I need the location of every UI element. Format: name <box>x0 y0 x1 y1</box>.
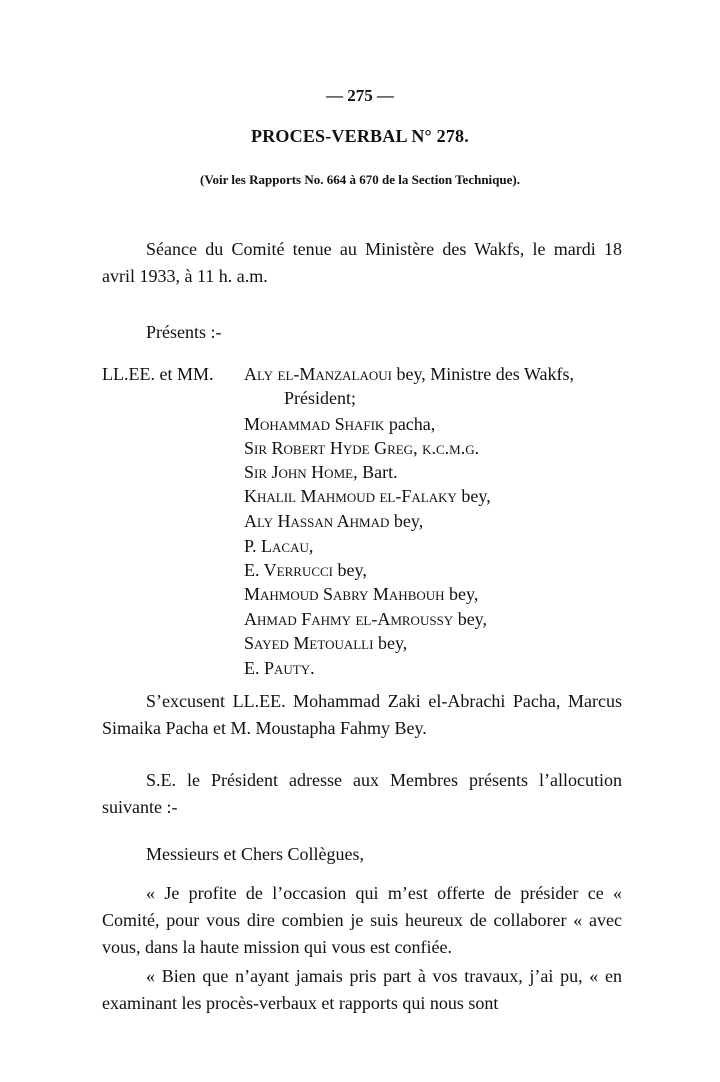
subtitle: (Voir les Rapports No. 664 à 670 de la Section Technique). <box>200 172 520 187</box>
member-line <box>244 460 398 484</box>
member-suffix: bey, <box>389 511 424 531</box>
seance-paragraph: Séance du Comité tenue au Ministère des Wakfs, le mardi 18 avril 1933, à 11 h. a.m. <box>102 239 622 286</box>
member-name: Mahmoud Sabry Mahbouh <box>244 584 445 604</box>
member-line <box>244 558 367 582</box>
member-name: Sir John Home <box>244 462 354 482</box>
member-line <box>244 484 491 508</box>
member-name: Aly el-Manzalaoui <box>244 364 392 384</box>
member-name: Aly Hassan Ahmad <box>244 511 390 531</box>
member-suffix: bey, <box>456 486 491 506</box>
member-suffix: bey, Ministre des Wakfs, <box>391 364 574 384</box>
member-suffix: Président; <box>284 388 356 408</box>
llee-label: LL.EE. et MM. <box>102 364 214 384</box>
member-suffix: bey, <box>333 560 367 580</box>
member-line <box>244 534 313 558</box>
member-name: Sayed Metoualli <box>244 633 374 653</box>
presents-label: Présents :- <box>146 322 222 342</box>
member-name: P. Lacau <box>244 536 309 556</box>
member-name: Sir Robert Hyde Greg <box>244 438 414 458</box>
member-suffix: pacha, <box>384 414 436 434</box>
member-line <box>244 509 423 533</box>
member-suffix: . <box>310 658 315 678</box>
member-name: Khalil Mahmoud el-Falaky <box>244 486 457 506</box>
quote-paragraph-2: « Bien que n’ayant jamais pris part à vos travaux, j’ai pu, « en examinant les procès-verbaux et rapports qui nous sont <box>102 966 622 1013</box>
member-suffix: bey, <box>444 584 479 604</box>
member-name: Ahmad Fahmy el-Amroussy <box>244 609 454 629</box>
member-suffix: bey, <box>373 633 408 653</box>
member-suffix: , k.c.m.g. <box>413 438 480 458</box>
member-line <box>244 656 315 680</box>
president-paragraph: S.E. le Président adresse aux Membres présents l’allocution suivante :- <box>102 770 622 817</box>
member-line <box>244 436 479 460</box>
member-name: E. Pauty <box>244 658 311 678</box>
page-title: PROCES-VERBAL N° 278. <box>251 126 469 146</box>
member-line <box>244 412 435 436</box>
page-number: — 275 — <box>326 86 394 105</box>
member-line <box>244 362 574 386</box>
excusent-paragraph: S’excusent LL.EE. Mohammad Zaki el-Abrachi Pacha, Marcus Simaika Pacha et M. Moustapha Fahmy Bey. <box>102 691 622 738</box>
member-name: E. Verrucci <box>244 560 334 580</box>
member-line <box>244 631 407 655</box>
member-suffix: , <box>308 536 314 556</box>
member-suffix: bey, <box>453 609 488 629</box>
quote-paragraph-1: « Je profite de l’occasion qui m’est offerte de présider ce « Comité, pour vous dire combien je suis heureux de collaborer « avec vous, dans la haute mission qui vous est confiée. <box>102 883 622 957</box>
salutation: Messieurs et Chers Collègues, <box>146 844 364 864</box>
member-name: Mohammad Shafik <box>244 414 385 434</box>
member-line <box>244 607 487 631</box>
member-line <box>244 582 478 606</box>
member-line <box>284 386 356 410</box>
member-suffix: , Bart. <box>353 462 398 482</box>
